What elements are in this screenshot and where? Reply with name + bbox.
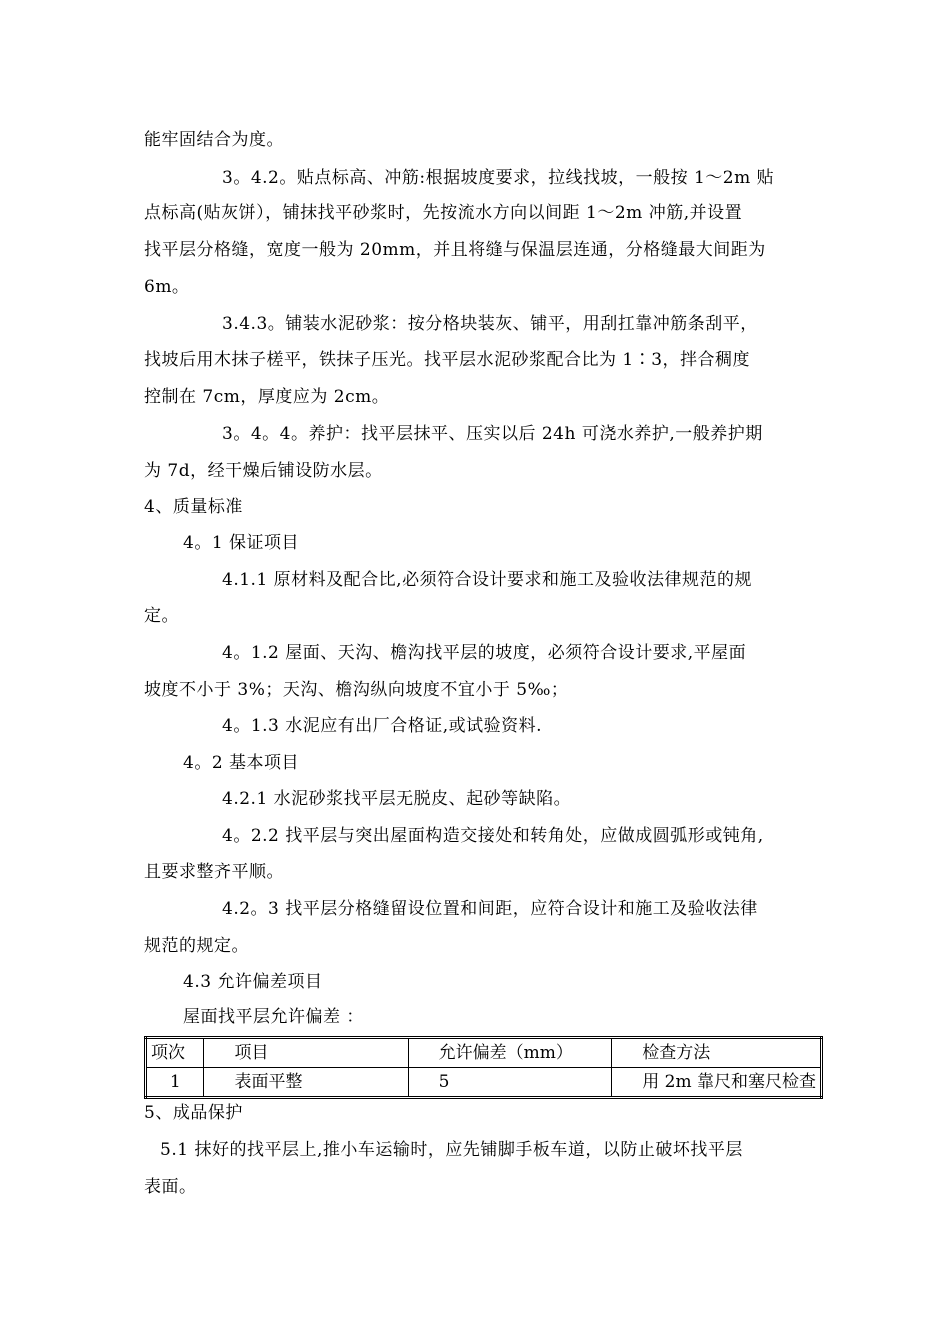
paragraph-line: 3。4.2。贴点标高、冲筋:根据坡度要求，拉线找坡，一般按 1～2m 贴 [222,168,775,188]
table-cell: 5 [408,1068,612,1098]
paragraph-line: 规范的规定。 [144,936,249,956]
paragraph-line: 且要求整齐平顺。 [144,862,284,882]
table-caption: 屋面找平层允许偏差 ： [183,1007,364,1027]
table-header-cell: 允许偏差（mm） [408,1038,612,1068]
subsection-heading: 4.3 允许偏差项目 [183,972,323,992]
paragraph-line: 5.1 抹好的找平层上,推小车运输时，应先铺脚手板车道，以防止破坏找平层 [160,1140,743,1160]
section-heading: 4、质量标准 [144,497,243,517]
paragraph-line: 为 7d，经干燥后铺设防水层。 [144,461,383,481]
paragraph-line: 能牢固结合为度。 [144,130,284,150]
table-cell: 用 2m 靠尺和塞尺检查 [612,1068,822,1098]
paragraph-line: 6m。 [144,277,190,297]
paragraph-line: 找坡后用木抹子槎平，铁抹子压光。找平层水泥砂浆配合比为 1∶3，拌合稠度 [144,350,751,370]
table-header-cell: 检查方法 [612,1038,822,1068]
table-header-row [146,1038,822,1068]
paragraph-line: 3.4.3。铺装水泥砂浆：按分格块装灰、铺平，用刮扛靠冲筋条刮平， [222,314,758,334]
paragraph-line: 4.2。3 找平层分格缝留设位置和间距，应符合设计和施工及验收法律 [222,899,758,919]
paragraph-line: 4。2.2 找平层与突出屋面构造交接处和转角处，应做成圆弧形或钝角, [222,826,764,846]
subsection-heading: 4。1 保证项目 [183,533,300,553]
subsection-heading: 4。2 基本项目 [183,753,300,773]
paragraph-line: 点标高(贴灰饼），铺抹找平砂浆时，先按流水方向以间距 1～2m 冲筋,并设置 [144,203,743,223]
paragraph-line: 4。1.3 水泥应有出厂合格证,或试验资料. [222,716,543,736]
table-header-cell: 项次 [146,1038,204,1068]
paragraph-line: 4.1.1 原材料及配合比,必须符合设计要求和施工及验收法律规范的规 [222,570,753,590]
table-header-cell: 项目 [204,1038,408,1068]
paragraph-line: 坡度不小于 3%；天沟、檐沟纵向坡度不宜小于 5‰； [144,680,569,700]
paragraph-line: 表面。 [144,1177,197,1197]
section-heading: 5、成品保护 [144,1103,243,1123]
table-cell: 1 [146,1068,204,1098]
tolerance-table [144,1036,823,1099]
paragraph-line: 控制在 7cm，厚度应为 2cm。 [144,387,390,407]
paragraph-line: 4。1.2 屋面、天沟、檐沟找平层的坡度，必须符合设计要求,平屋面 [222,643,747,663]
paragraph-line: 4.2.1 水泥砂浆找平层无脱皮、起砂等缺陷。 [222,789,572,809]
table-row [146,1068,822,1098]
paragraph-line: 找平层分格缝，宽度一般为 20mm，并且将缝与保温层连通，分格缝最大间距为 [144,240,766,260]
paragraph-line: 3。4。4。养护：找平层抹平、压实以后 24h 可浇水养护,一般养护期 [222,424,763,444]
table-cell: 表面平整 [204,1068,408,1098]
paragraph-line: 定。 [144,606,179,626]
